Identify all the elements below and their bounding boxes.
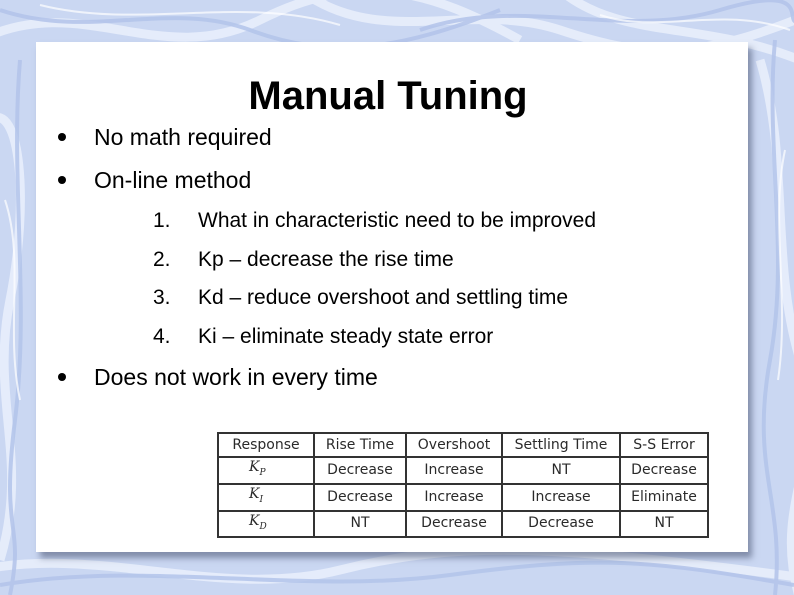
table-cell: Eliminate [620,484,708,511]
bullet-text: On-line method [94,167,252,193]
item-number: 4. [153,325,171,348]
table-header-cell: S-S Error [620,433,708,457]
table-header-cell: Overshoot [406,433,502,457]
slide-title: Manual Tuning [248,74,528,118]
bullet-text: No math required [94,124,272,150]
bullet-item [58,166,251,194]
bullet-text: Does not work in every time [94,364,378,390]
bullet-item [58,363,378,391]
bullet-item [58,123,272,151]
table-cell: Decrease [620,457,708,484]
table-row [218,511,708,538]
table-row [218,457,708,484]
table-cell: Decrease [314,457,406,484]
pid-effects-table [217,432,709,538]
bullet-dot-icon [58,133,66,141]
table-cell: Decrease [502,511,620,538]
item-text: Kd – reduce overshoot and settling time [198,286,569,309]
table-header-row [218,433,708,457]
table-cell: Decrease [406,511,502,538]
item-number: 3. [153,286,171,309]
table-cell: NT [502,457,620,484]
table-cell: Increase [502,484,620,511]
table-cell: Increase [406,484,502,511]
item-text: Kp – decrease the rise time [198,248,454,271]
row-label-kp: $K_P$ [218,457,314,484]
numbered-item [153,324,493,350]
table-header-cell: Settling Time [502,433,620,457]
table-cell: Increase [406,457,502,484]
table-cell: NT [314,511,406,538]
numbered-item [153,247,454,273]
table-cell: Decrease [314,484,406,511]
table-cell: NT [620,511,708,538]
item-number: 2. [153,248,171,271]
bullet-dot-icon [58,176,66,184]
numbered-item [153,208,596,234]
bullet-dot-icon [58,373,66,381]
numbered-item [153,285,568,311]
row-label-ki: $K_I$ [218,484,314,511]
item-text: What in characteristic need to be improved [198,209,597,232]
table-row [218,484,708,511]
item-text: Ki – eliminate steady state error [198,325,494,348]
table-header-cell: Response [218,433,314,457]
item-number: 1. [153,209,171,232]
row-label-kd: $K_D$ [218,511,314,538]
table-header-cell: Rise Time [314,433,406,457]
